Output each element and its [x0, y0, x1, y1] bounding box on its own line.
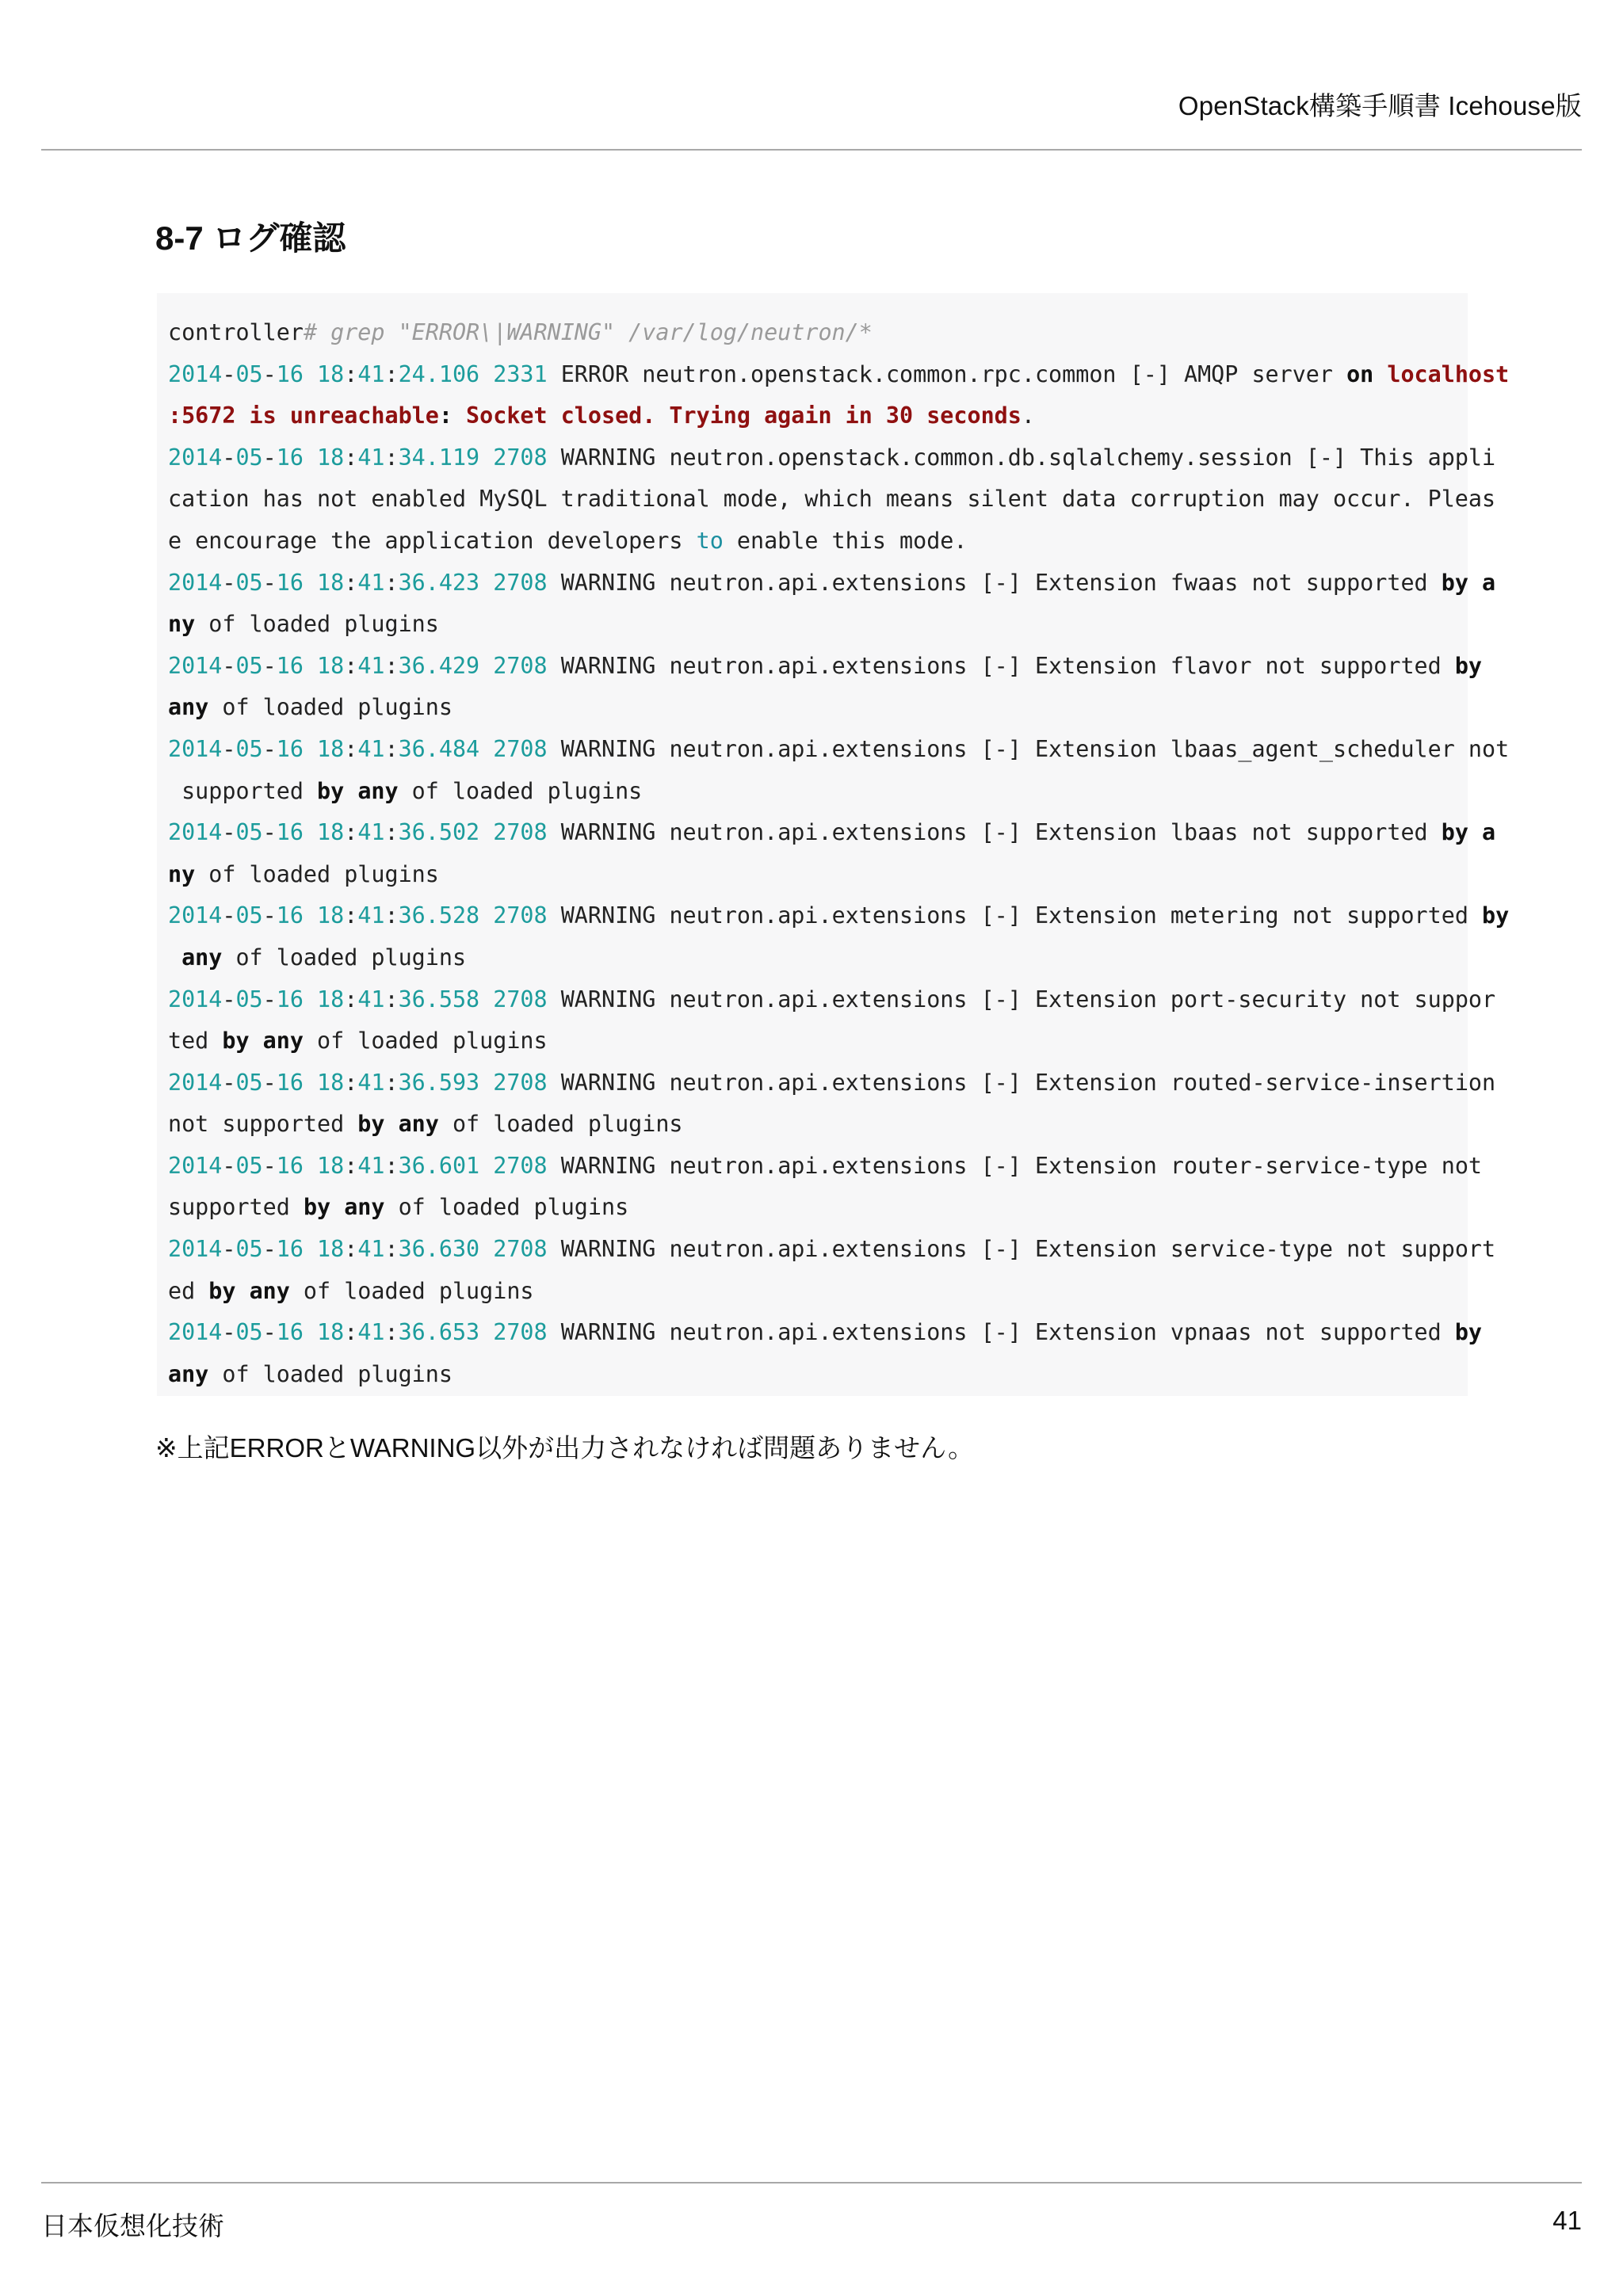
- code-token: 18: [317, 735, 345, 762]
- code-block: [157, 293, 1510, 1396]
- code-token: # grep "ERROR\|WARNING" /var/log/neutron/*: [303, 319, 873, 345]
- code-token: [479, 570, 493, 596]
- code-line: [168, 354, 1510, 396]
- code-line: [168, 1146, 1483, 1188]
- code-token: :: [384, 652, 399, 679]
- code-token: [304, 1319, 317, 1345]
- code-token: 18: [317, 986, 345, 1013]
- code-token: :: [344, 360, 358, 387]
- code-token: 41: [357, 819, 385, 846]
- code-token: [479, 444, 493, 471]
- code-token: :: [344, 1236, 358, 1263]
- code-token: -: [222, 652, 236, 679]
- code-token: 16: [276, 902, 304, 929]
- code-token: 18: [317, 819, 345, 846]
- code-token: 18: [317, 1319, 345, 1346]
- code-token: ERROR neutron.openstack.common.rpc.common [-] AMQP server: [547, 360, 1347, 387]
- code-token: 16: [276, 360, 304, 387]
- code-token: :: [384, 902, 399, 929]
- code-token: 2014: [168, 1152, 223, 1179]
- code-token: supported: [168, 1194, 304, 1221]
- code-token: of loaded plugins: [195, 860, 439, 887]
- code-token: [304, 1153, 317, 1179]
- code-token: ed: [168, 1277, 209, 1304]
- code-token: [479, 1070, 493, 1096]
- code-token: -: [222, 444, 236, 471]
- code-token: supported: [168, 777, 318, 804]
- code-line: [168, 563, 1496, 605]
- code-token: by: [1454, 1319, 1483, 1346]
- footer-divider: [41, 2182, 1582, 2183]
- code-token: 41: [357, 1319, 385, 1346]
- code-token: 18: [317, 444, 345, 471]
- code-token: 2708: [493, 986, 548, 1013]
- code-token: on: [1346, 360, 1374, 387]
- code-token: any: [249, 1277, 290, 1304]
- code-token: :: [384, 444, 399, 471]
- code-token: [304, 986, 317, 1013]
- code-token: -: [262, 444, 277, 471]
- code-token: -: [222, 819, 236, 846]
- code-token: WARNING neutron.api.extensions [-] Extension flavor not supported: [547, 652, 1455, 679]
- code-token: 05: [235, 986, 263, 1013]
- code-token: 41: [357, 444, 385, 471]
- code-line: [168, 437, 1496, 479]
- code-token: -: [262, 902, 277, 929]
- code-token: 36.528: [398, 902, 480, 929]
- code-token: 16: [276, 1152, 304, 1179]
- code-token: 2014: [168, 569, 223, 596]
- code-token: 41: [357, 986, 385, 1013]
- code-token: :: [384, 819, 399, 846]
- code-token: :: [344, 444, 358, 471]
- code-token: 41: [357, 1069, 385, 1096]
- code-token: 05: [235, 1152, 263, 1179]
- code-token: 16: [276, 1319, 304, 1346]
- code-token: :: [384, 569, 399, 596]
- code-token: controller: [168, 319, 304, 345]
- code-token: 05: [235, 1069, 263, 1096]
- code-token: 41: [357, 569, 385, 596]
- code-token: 16: [276, 986, 304, 1013]
- code-token: 05: [235, 735, 263, 762]
- code-token: WARNING neutron.api.extensions [-] Extension metering not supported: [547, 902, 1483, 929]
- code-token: by: [357, 1111, 385, 1138]
- code-token: 16: [276, 569, 304, 596]
- code-token: Socket closed. Trying again in 30 seconds: [452, 402, 1022, 429]
- code-token: 36.630: [398, 1236, 480, 1263]
- code-token: by: [222, 1028, 250, 1055]
- code-token: 18: [317, 360, 345, 387]
- code-token: any: [181, 944, 223, 971]
- code-token: [479, 1236, 493, 1262]
- code-token: any: [168, 1360, 209, 1387]
- code-token: :: [344, 1319, 358, 1346]
- code-token: ny: [168, 611, 196, 638]
- code-token: 05: [235, 902, 263, 929]
- code-token: -: [262, 360, 277, 387]
- code-token: WARNING neutron.api.extensions [-] Extension router-service-type not: [547, 1152, 1483, 1179]
- code-token: cation has not enabled MySQL traditional mode, which means silent data corruption may occur. Pleas: [168, 486, 1496, 513]
- code-token: [479, 1319, 493, 1345]
- code-token: [304, 1070, 317, 1096]
- code-token: -: [222, 360, 236, 387]
- code-token: -: [262, 1152, 277, 1179]
- code-token: -: [222, 1069, 236, 1096]
- code-token: [330, 1194, 344, 1220]
- code-token: 2708: [493, 652, 548, 679]
- code-token: by: [1482, 902, 1510, 929]
- code-token: [304, 444, 317, 471]
- code-token: 2708: [493, 1236, 548, 1263]
- code-token: 05: [235, 652, 263, 679]
- code-token: [235, 1278, 249, 1304]
- code-token: :: [344, 1152, 358, 1179]
- code-token: of loaded plugins: [438, 1111, 683, 1138]
- code-token: WARNING neutron.api.extensions [-] Extension service-type not support: [547, 1236, 1496, 1263]
- code-line: [168, 395, 1458, 437]
- code-token: of loaded plugins: [398, 777, 643, 804]
- code-token: 41: [357, 652, 385, 679]
- code-token: of loaded plugins: [303, 1028, 548, 1055]
- code-token: [384, 1111, 398, 1137]
- code-token: any: [262, 1028, 304, 1055]
- code-token: any: [357, 777, 399, 804]
- code-token: 36.423: [398, 569, 480, 596]
- code-token: :: [344, 569, 358, 596]
- code-token: WARNING neutron.api.extensions [-] Extension vpnaas not supported: [547, 1319, 1455, 1346]
- code-token: 18: [317, 1236, 345, 1263]
- code-token: :5672 is unreachable: [168, 402, 439, 429]
- code-token: -: [222, 1319, 236, 1346]
- code-token: ted: [168, 1028, 223, 1055]
- code-token: [304, 902, 317, 929]
- code-token: [304, 653, 317, 679]
- code-token: to: [696, 527, 724, 554]
- code-token: [1373, 361, 1387, 387]
- code-token: 2014: [168, 444, 223, 471]
- code-token: any: [168, 694, 209, 721]
- code-token: 05: [235, 1319, 263, 1346]
- code-token: e encourage the application developers: [168, 527, 697, 554]
- code-line: [168, 771, 1458, 813]
- code-line: [168, 646, 1483, 688]
- running-header-title: OpenStack構築手順書 Icehouse版: [1178, 91, 1582, 120]
- code-token: .: [1021, 402, 1035, 429]
- code-token: -: [222, 735, 236, 762]
- code-token: 2014: [168, 1319, 223, 1346]
- code-token: 05: [235, 819, 263, 846]
- code-token: [304, 1236, 317, 1262]
- code-token: [304, 736, 317, 762]
- code-token: 2708: [493, 735, 548, 762]
- code-token: 41: [357, 902, 385, 929]
- code-token: of loaded plugins: [384, 1194, 629, 1221]
- code-token: :: [438, 402, 453, 429]
- code-token: WARNING neutron.api.extensions [-] Extension fwaas not supported: [547, 569, 1442, 596]
- code-token: 36.502: [398, 819, 480, 846]
- code-token: 2708: [493, 1319, 548, 1346]
- code-token: -: [222, 569, 236, 596]
- code-token: 18: [317, 569, 345, 596]
- code-token: 18: [317, 652, 345, 679]
- code-token: 2708: [493, 902, 548, 929]
- code-token: :: [384, 735, 399, 762]
- code-token: 41: [357, 360, 385, 387]
- code-token: :: [384, 1152, 399, 1179]
- code-token: 36.429: [398, 652, 480, 679]
- code-token: [304, 819, 317, 845]
- code-token: 2014: [168, 986, 223, 1013]
- code-token: any: [344, 1194, 385, 1221]
- code-token: enable this mode.: [723, 527, 968, 554]
- code-line: [168, 1187, 1458, 1229]
- code-token: 36.558: [398, 986, 480, 1013]
- code-token: :: [344, 819, 358, 846]
- code-token: 2331: [493, 360, 548, 387]
- footer-publisher: 日本仮想化技術: [41, 2211, 224, 2241]
- code-token: 05: [235, 1236, 263, 1263]
- header-divider: [41, 149, 1582, 151]
- code-token: :: [344, 1069, 358, 1096]
- code-token: by: [303, 1194, 331, 1221]
- code-token: :: [384, 1069, 399, 1096]
- code-line: [168, 521, 1458, 563]
- code-token: [479, 902, 493, 929]
- code-token: 24.106: [398, 360, 480, 387]
- code-line: [168, 812, 1496, 854]
- code-token: 2708: [493, 444, 548, 471]
- code-line: [168, 312, 1458, 354]
- code-token: 36.484: [398, 735, 480, 762]
- page-number: 41: [1552, 2206, 1582, 2235]
- code-token: 34.119: [398, 444, 480, 471]
- code-token: [250, 1028, 263, 1054]
- code-token: WARNING neutron.api.extensions [-] Extension port-security not suppor: [547, 986, 1496, 1013]
- code-token: 16: [276, 1236, 304, 1263]
- code-token: -: [262, 1319, 277, 1346]
- code-token: of loaded plugins: [208, 1360, 453, 1387]
- code-token: 05: [235, 444, 263, 471]
- code-token: 16: [276, 444, 304, 471]
- code-token: 05: [235, 569, 263, 596]
- code-token: [479, 361, 493, 387]
- code-token: -: [262, 986, 277, 1013]
- code-token: 16: [276, 1069, 304, 1096]
- code-line: [168, 1271, 1458, 1313]
- code-token: localhost: [1387, 360, 1510, 387]
- code-token: 36.601: [398, 1152, 480, 1179]
- code-line: [168, 895, 1510, 937]
- code-token: by: [317, 777, 345, 804]
- code-token: by: [1454, 652, 1483, 679]
- note-text: ※上記ERRORとWARNING以外が出力されなければ問題ありません。: [155, 1433, 975, 1463]
- code-line: [168, 1229, 1496, 1271]
- code-token: 16: [276, 652, 304, 679]
- code-token: [168, 944, 181, 971]
- code-token: 18: [317, 1069, 345, 1096]
- code-token: [304, 361, 317, 387]
- code-token: -: [222, 986, 236, 1013]
- code-token: 2708: [493, 569, 548, 596]
- code-line: [168, 854, 1458, 896]
- code-token: :: [344, 652, 358, 679]
- code-token: -: [262, 819, 277, 846]
- code-token: [344, 778, 357, 804]
- code-line: [168, 687, 1458, 729]
- code-token: :: [344, 986, 358, 1013]
- code-token: :: [344, 902, 358, 929]
- code-token: [479, 736, 493, 762]
- code-line: [168, 1354, 1458, 1396]
- code-line: [168, 1104, 1458, 1146]
- code-token: 16: [276, 819, 304, 846]
- code-token: WARNING neutron.api.extensions [-] Extension lbaas_agent_scheduler not: [547, 735, 1510, 762]
- code-token: -: [222, 1236, 236, 1263]
- code-token: -: [262, 652, 277, 679]
- code-token: 05: [235, 360, 263, 387]
- code-token: [479, 653, 493, 679]
- code-line: [168, 1020, 1458, 1062]
- code-token: not supported: [168, 1111, 358, 1138]
- code-token: any: [398, 1111, 439, 1138]
- code-token: 2014: [168, 735, 223, 762]
- code-token: 36.653: [398, 1319, 480, 1346]
- code-token: ny: [168, 860, 196, 887]
- code-token: 16: [276, 735, 304, 762]
- code-token: -: [262, 1069, 277, 1096]
- code-line: [168, 604, 1458, 646]
- code-token: of loaded plugins: [208, 694, 453, 721]
- code-token: 18: [317, 1152, 345, 1179]
- code-token: [479, 986, 493, 1013]
- code-token: 2014: [168, 1069, 223, 1096]
- code-token: 36.593: [398, 1069, 480, 1096]
- code-token: [304, 570, 317, 596]
- code-token: by a: [1441, 819, 1496, 846]
- code-line: [168, 729, 1510, 771]
- code-token: [479, 819, 493, 845]
- code-token: :: [384, 1236, 399, 1263]
- code-line: [168, 479, 1496, 521]
- code-token: 41: [357, 735, 385, 762]
- code-token: -: [222, 1152, 236, 1179]
- code-token: 41: [357, 1152, 385, 1179]
- code-token: 2014: [168, 819, 223, 846]
- code-token: 18: [317, 902, 345, 929]
- code-token: by a: [1441, 569, 1496, 596]
- code-token: -: [262, 1236, 277, 1263]
- code-token: of loaded plugins: [195, 611, 439, 638]
- code-token: 41: [357, 1236, 385, 1263]
- code-token: of loaded plugins: [222, 944, 467, 971]
- code-token: of loaded plugins: [289, 1277, 534, 1304]
- code-line: [168, 1062, 1496, 1104]
- code-token: 2014: [168, 652, 223, 679]
- code-token: 2708: [493, 1152, 548, 1179]
- code-token: 2014: [168, 902, 223, 929]
- code-token: 2014: [168, 360, 223, 387]
- code-token: -: [262, 735, 277, 762]
- code-token: :: [344, 735, 358, 762]
- code-token: :: [384, 1319, 399, 1346]
- code-line: [168, 937, 1458, 979]
- code-line: [168, 1312, 1483, 1354]
- code-token: by: [208, 1277, 236, 1304]
- code-token: WARNING neutron.openstack.common.db.sqlalchemy.session [-] This appli: [547, 444, 1496, 471]
- code-token: 2708: [493, 819, 548, 846]
- code-token: 2708: [493, 1069, 548, 1096]
- code-token: WARNING neutron.api.extensions [-] Extension routed-service-insertion: [547, 1069, 1496, 1096]
- code-token: 2014: [168, 1236, 223, 1263]
- code-line: [168, 979, 1496, 1021]
- code-token: -: [222, 902, 236, 929]
- code-token: [479, 1153, 493, 1179]
- code-token: :: [384, 360, 399, 387]
- section-title: 8-7 ログ確認: [155, 219, 346, 257]
- code-token: -: [262, 569, 277, 596]
- code-token: WARNING neutron.api.extensions [-] Extension lbaas not supported: [547, 819, 1442, 846]
- code-token: :: [384, 986, 399, 1013]
